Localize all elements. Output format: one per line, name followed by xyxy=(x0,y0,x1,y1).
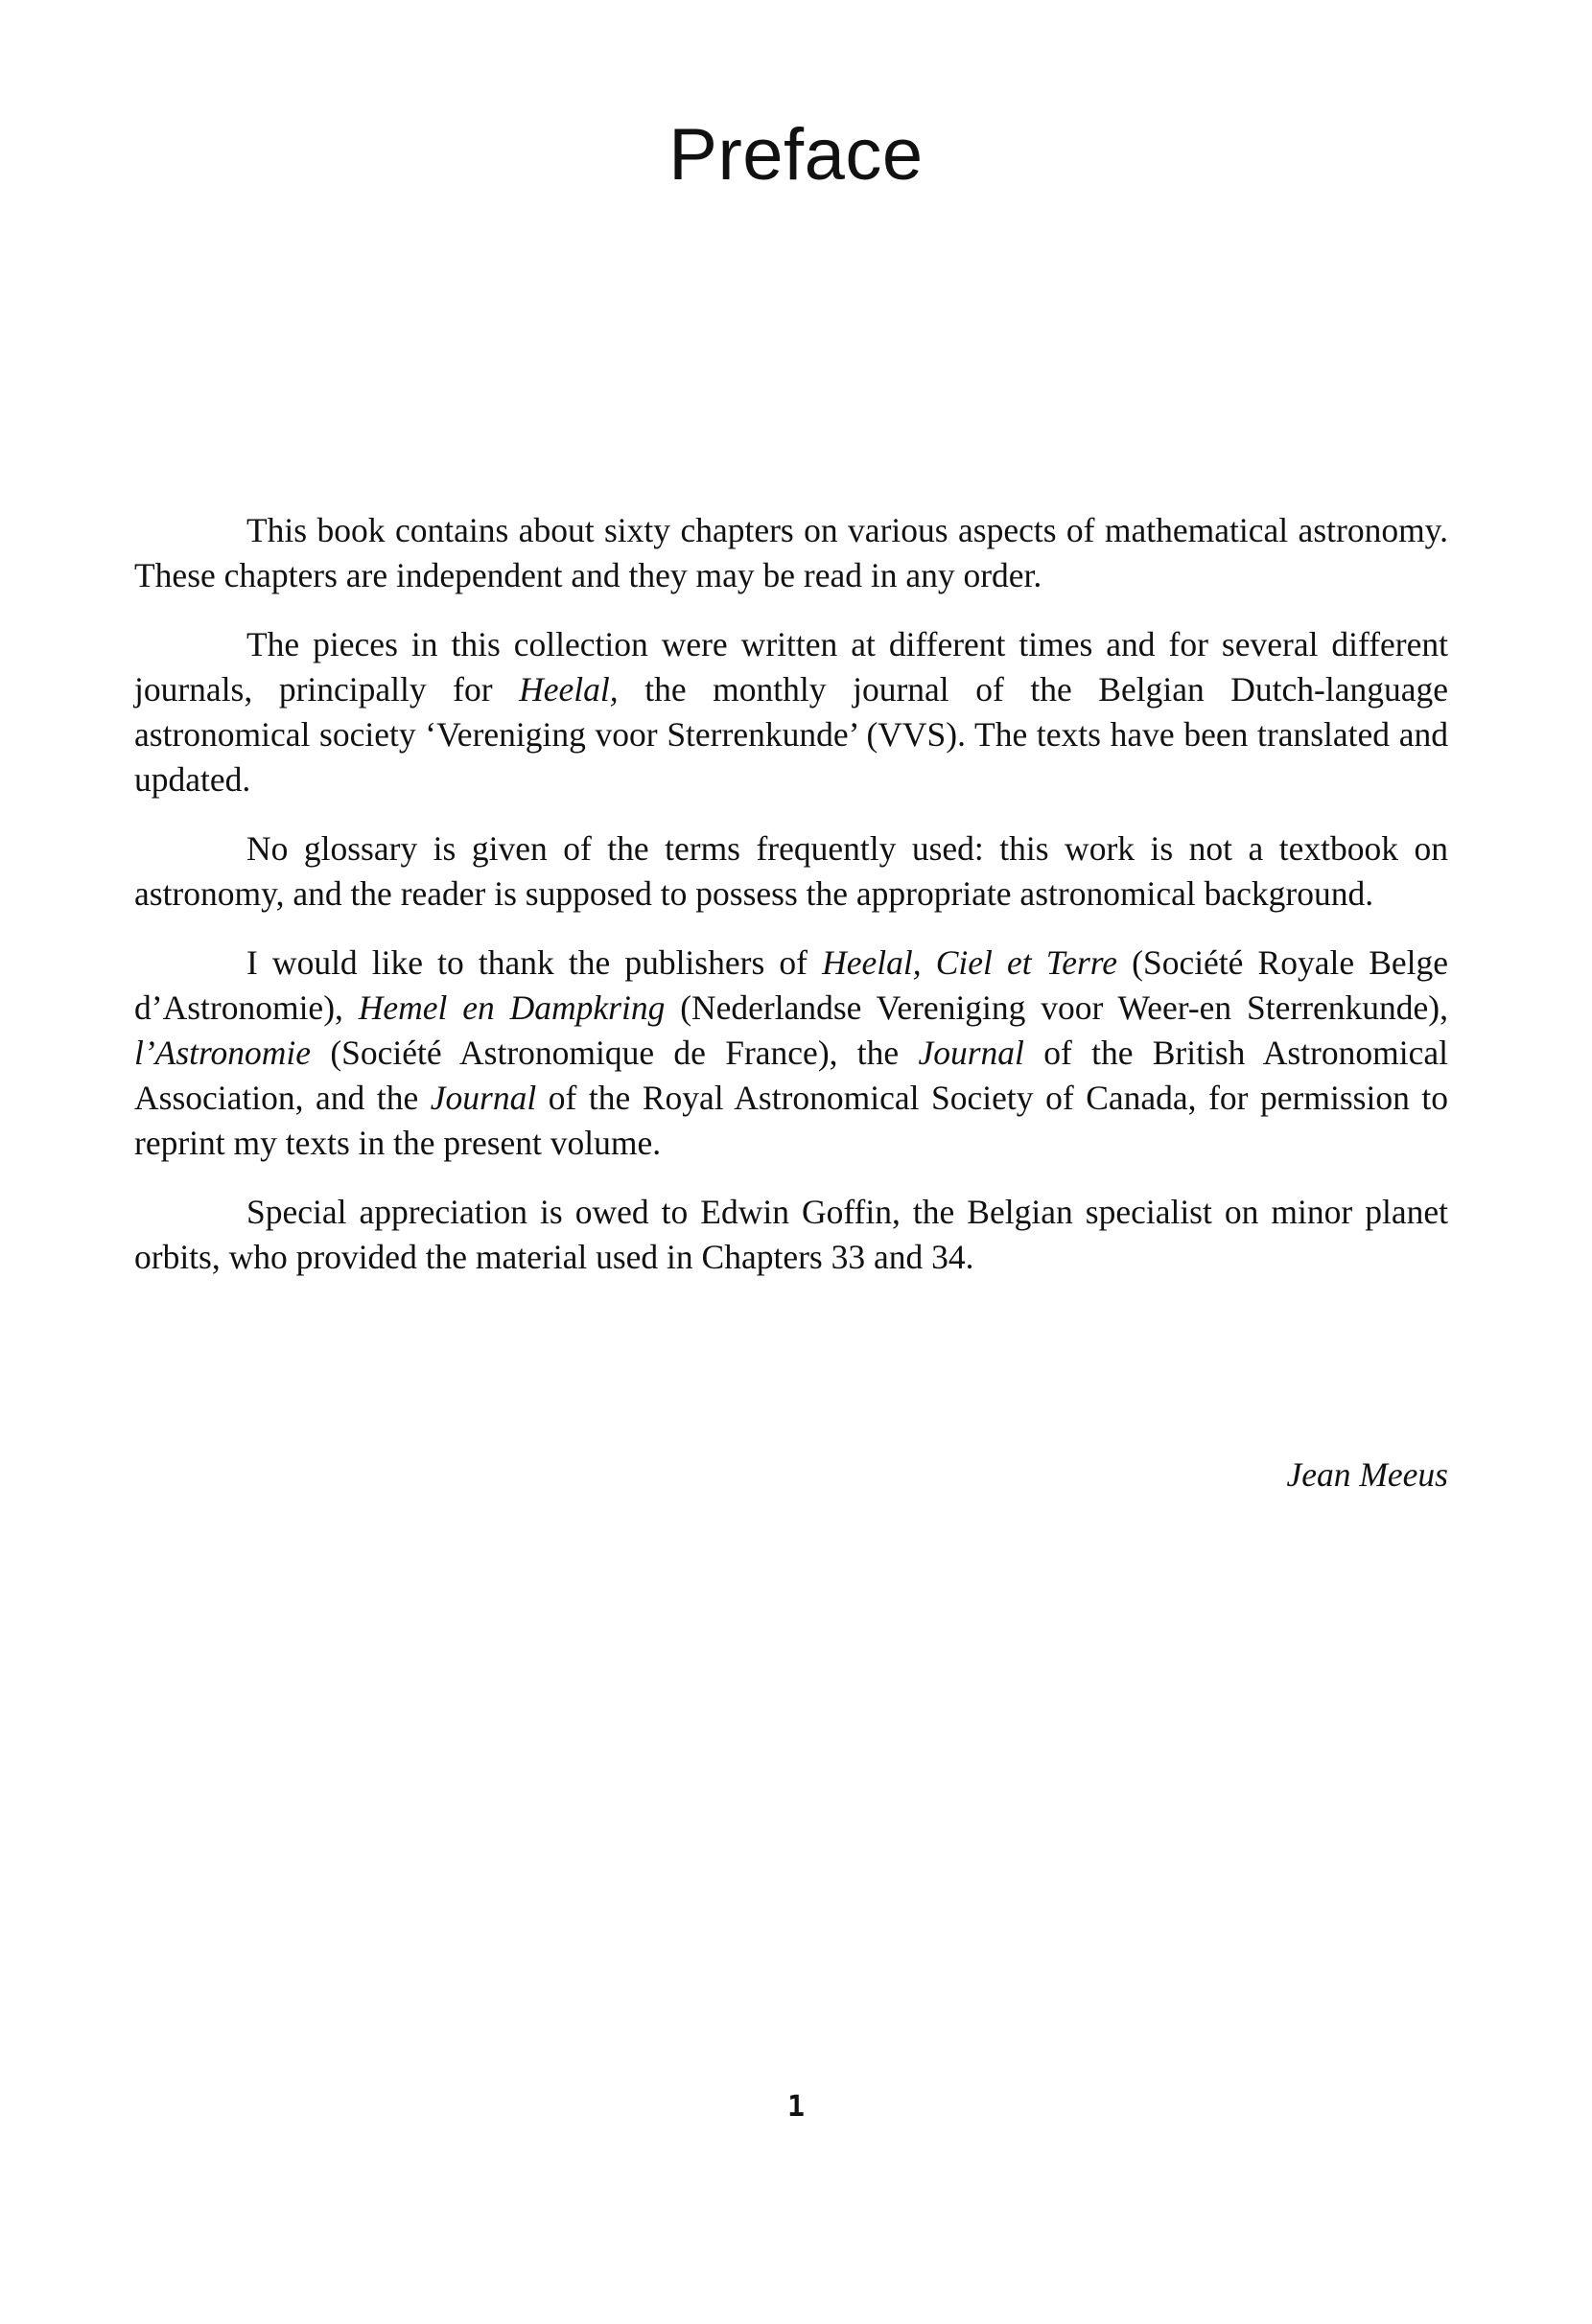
paragraph-1: This book contains about sixty chapters on various aspects of mathematical astronomy. These chapters are independent and they may be read in any order. xyxy=(134,511,1448,594)
paragraph-2-text-a: The pieces in this collection were written at different times and for several different journals, principally for xyxy=(134,625,1448,709)
paragraph-4-text-c: (Société Royale Belge d’Astronomie), xyxy=(134,943,1449,1027)
paragraph-3: No glossary is given of the terms frequently used: this work is not a textbook on astronomy, and the reader is supposed to possess the appropriate astronomical background. xyxy=(134,829,1448,913)
paragraph-2 xyxy=(134,622,1448,802)
preface-body xyxy=(134,508,1448,1304)
journal-title-journal-baa: Journal xyxy=(918,1034,1024,1072)
page-title: Preface xyxy=(668,114,924,196)
author-signature: Jean Meeus xyxy=(1286,1455,1448,1494)
journal-title-hemel-en-dampkring: Hemel en Dampkring xyxy=(358,988,666,1027)
paragraph-4-text-g: of the Royal Astronomical Society of Canada, for permission to reprint my texts in the present volume. xyxy=(134,1079,1449,1162)
paragraph-4-text-b xyxy=(922,943,936,982)
journal-title-lastronomie: l’Astronomie xyxy=(134,1034,312,1072)
paragraph-4-text-d: (Nederlandse Vereniging voor Weer-en Sterrenkunde), xyxy=(665,988,1449,1027)
paragraph-2-text-b: the monthly journal of the Belgian Dutch-language astronomical society ‘Vereniging voor Sterrenkunde’ (VVS). The texts have been translated and updated. xyxy=(134,670,1448,799)
paragraph-4-text-f: of the British Astronomical Association, and the xyxy=(134,1034,1448,1117)
paragraph-4 xyxy=(134,941,1448,1166)
journal-title-heelal: Heelal, xyxy=(519,670,619,709)
paragraph-4-text-a: I would like to thank the publishers of xyxy=(246,943,823,982)
journal-title-ciel-et-terre: Ciel et Terre xyxy=(935,943,1118,982)
page-number: 1 xyxy=(786,2090,806,2124)
journal-title-heelal: Heelal, xyxy=(822,943,922,982)
paragraph-5: Special appreciation is owed to Edwin Goffin, the Belgian specialist on minor planet orbits, who provided the material used in Chapters 33 and 34. xyxy=(134,1193,1448,1276)
paragraph-4-text-e: (Société Astronomique de France), the xyxy=(311,1034,919,1072)
journal-title-journal-rasc: Journal xyxy=(430,1079,537,1117)
